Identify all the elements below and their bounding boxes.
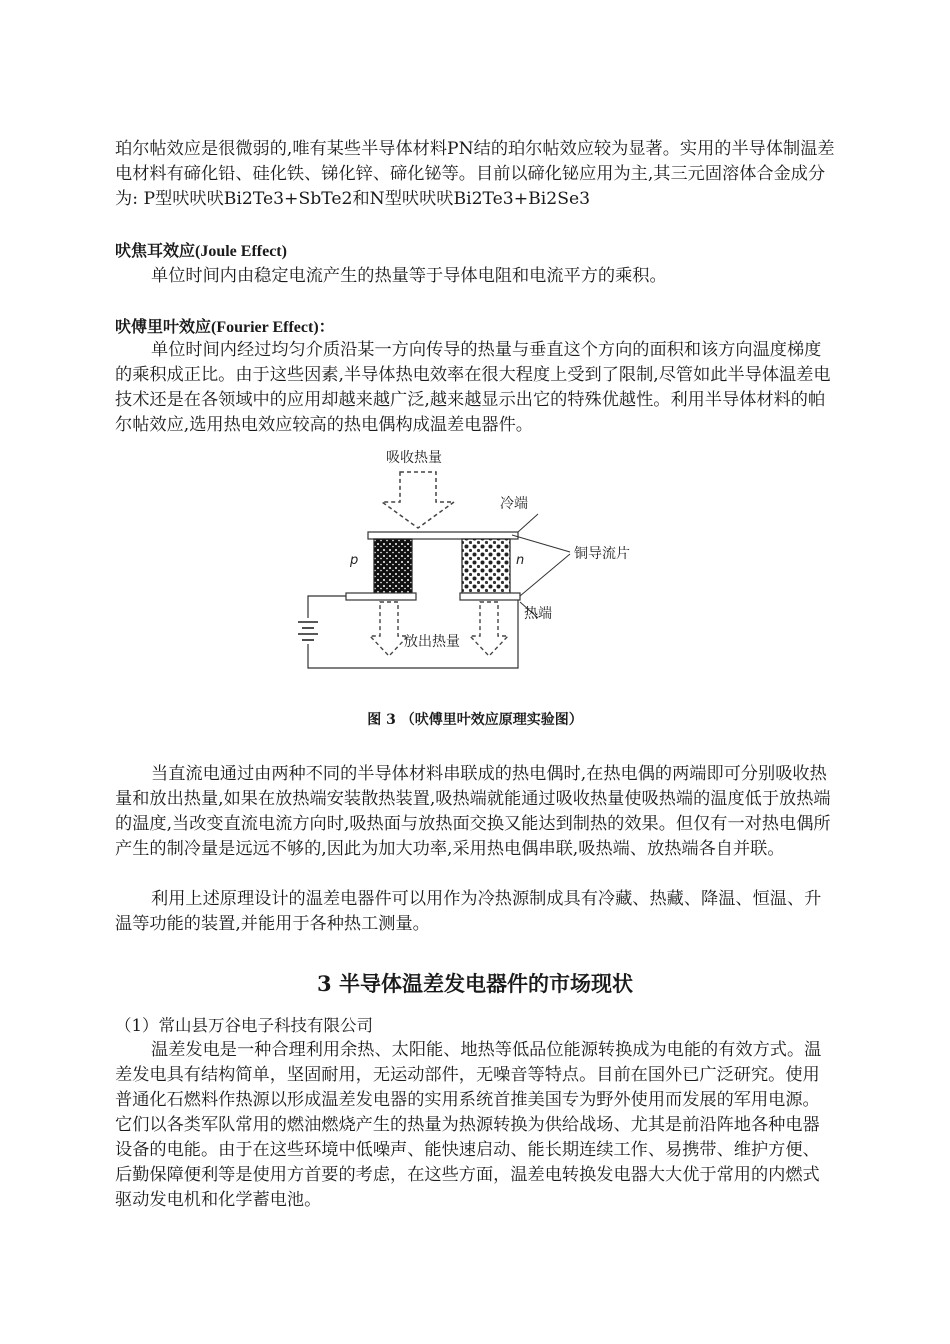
body-paragraph-2: 利用上述原理设计的温差电器件可以用作为冷热源制成具有冷藏、热藏、降温、恒温、升温等功能的装置,并能用于各种热工测量。	[115, 889, 822, 934]
peltier-diagram	[280, 440, 680, 680]
n-semiconductor	[462, 539, 510, 593]
release-heat-arrow-left	[370, 602, 408, 656]
hot-copper-strip-left	[346, 593, 416, 600]
p-label: p	[350, 553, 359, 568]
fourier-heading: 吠傅里叶效应(Fourier Effect)：	[115, 319, 335, 336]
cold-end-label: 冷端	[500, 496, 528, 512]
release-heat-label: 放出热量	[404, 634, 460, 650]
figure-caption: 图 3 （吠傅里叶效应原理实验图）	[367, 712, 583, 728]
fourier-paragraph: 单位时间内经过均匀介质沿某一方向传导的热量与垂直这个方向的面积和该方向温度梯度的乘积成正比。由于这些因素,半导体热电效率在很大程度上受到了限制,尽管如此半导体温差电技术还是在各领域中的应用却越来越广泛,越来越显示出它的特殊优越性。利用半导体材料的帕尔帖效应,选用热电效应较高的热电偶构成温差电器件。	[115, 340, 831, 435]
body-paragraph-1: 当直流电通过由两种不同的半导体材料串联成的热电偶时,在热电偶的两端即可分别吸收热量和放出热量,如果在放热端安装散热装置,吸热端就能通过吸收热量使吸热端的温度低于放热端的温度,当改变直流电流方向时,吸热面与放热面交换又能达到制热的效果。但仅有一对热电偶所产生的制冷量是远远不够的,因此为加大功率,采用热电偶串联,吸热端、放热端各自并联。	[115, 764, 831, 859]
section-paragraph: 温差发电是一种合理利用余热、太阳能、地热等低品位能源转换成为电能的有效方式。温差发电具有结构简单，坚固耐用，无运动部件，无噪音等特点。目前在国外已广泛研究。使用普通化石燃料作热源以形成温差发电器的实用系统首推美国专为野外使用而发展的军用电源。它们以各类军队常用的燃油燃烧产生的热量为热源转换为供给战场、尤其是前沿阵地各种电器设备的电能。由于在这些环境中低噪声、能快速启动、能长期连续工作、易携带、维护方便、后勤保障便利等是使用方首要的考虑，在这些方面，温差电转换发电器大大优于常用的内燃式驱动发电机和化学蓄电池。	[115, 1040, 822, 1210]
copper-strip-label: 铜导流片	[574, 546, 630, 562]
p-semiconductor	[374, 539, 412, 593]
release-heat-arrow-right	[470, 602, 508, 656]
absorb-heat-label: 吸收热量	[386, 450, 442, 466]
section-title: 3 半导体温差发电器件的市场现状	[317, 971, 633, 996]
hot-copper-strip-right	[460, 593, 520, 600]
cold-copper-strip	[368, 532, 518, 539]
hot-end-label: 热端	[524, 606, 552, 622]
company-subheading: （1）常山县万谷电子科技有限公司	[115, 1016, 373, 1035]
n-label: n	[516, 553, 525, 568]
joule-paragraph: 单位时间内由稳定电流产生的热量等于导体电阻和电流平方的乘积。	[151, 266, 667, 286]
joule-heading: 吠焦耳效应(Joule Effect)	[115, 243, 287, 260]
circuit-wire	[308, 596, 518, 668]
absorb-heat-arrow	[382, 472, 454, 528]
intro-paragraph: 珀尔帖效应是很微弱的,唯有某些半导体材料PN结的珀尔帖效应较为显著。实用的半导体制温差电材料有碲化铅、硅化铁、锑化锌、碲化铋等。目前以碲化铋应用为主,其三元固溶体合金成分为: P型吠吠吠Bi2Te3+SbTe2和N型吠吠吠Bi2Te3+Bi2Se3	[115, 139, 835, 209]
